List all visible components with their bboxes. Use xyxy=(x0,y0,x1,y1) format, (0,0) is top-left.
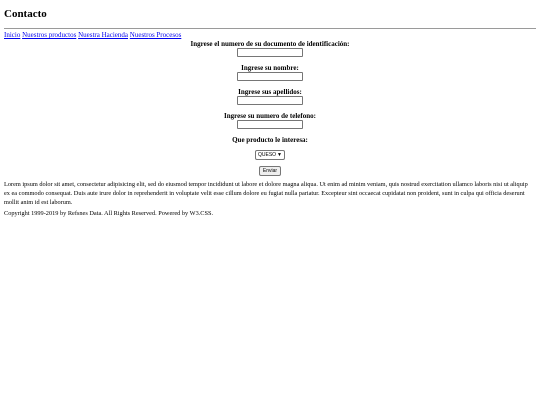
document-label: Ingrese el numero de su documento de identificación: xyxy=(190,40,350,48)
document-input[interactable] xyxy=(237,48,303,57)
name-input[interactable] xyxy=(237,72,303,81)
nav-link-productos[interactable]: Nuestros productos xyxy=(22,31,77,39)
submit-button[interactable]: Enviar xyxy=(259,166,281,176)
phone-input[interactable] xyxy=(237,120,303,129)
nav-link-procesos[interactable]: Nuestros Procesos xyxy=(129,31,182,39)
submit-row xyxy=(0,160,540,176)
surname-field-group xyxy=(0,88,540,112)
name-field-group xyxy=(0,64,540,88)
document-field-group xyxy=(0,40,540,64)
name-label: Ingrese su nombre: xyxy=(241,64,299,72)
surname-label: Ingrese sus apellidos: xyxy=(238,88,302,96)
nav-bar xyxy=(4,31,181,40)
phone-field-group xyxy=(0,112,540,136)
phone-label: Ingrese su numero de telefono: xyxy=(224,112,316,120)
contact-form xyxy=(0,40,540,176)
product-select-value: QUESO xyxy=(257,152,277,158)
chevron-down-icon: ▼ xyxy=(277,152,282,158)
footer-copyright: Copyright 1999-2019 by Refsnes Data. All Rights Reserved. Powered by W3.CSS. xyxy=(4,210,214,217)
surname-input[interactable] xyxy=(237,96,303,105)
page-title: Contacto xyxy=(4,8,47,20)
title-divider xyxy=(4,28,536,29)
nav-link-hacienda[interactable]: Nuestra Hacienda xyxy=(78,31,129,39)
nav-link-inicio[interactable]: Inicio xyxy=(4,31,21,39)
body-paragraph: Lorem ipsum dolor sit amet, consectetur adipisicing elit, sed do eiusmod tempor incididunt ut labore et dolore magna aliqua. Ut enim ad minim veniam, quis nostrud exercitation ullamco laboris nisi ut aliquip ex ea commodo consequat. Duis aute irure dolor in reprehenderit in voluptate velit esse cillum dolore eu fugiat nulla pariatur. Excepteur sint occaecat cupidatat non proident, sunt in culpa qui officia deserunt mollit anim id est laborum. xyxy=(4,181,528,206)
product-select[interactable] xyxy=(255,150,285,160)
product-label: Que producto le interesa: xyxy=(232,136,308,144)
product-field-group xyxy=(0,136,540,160)
